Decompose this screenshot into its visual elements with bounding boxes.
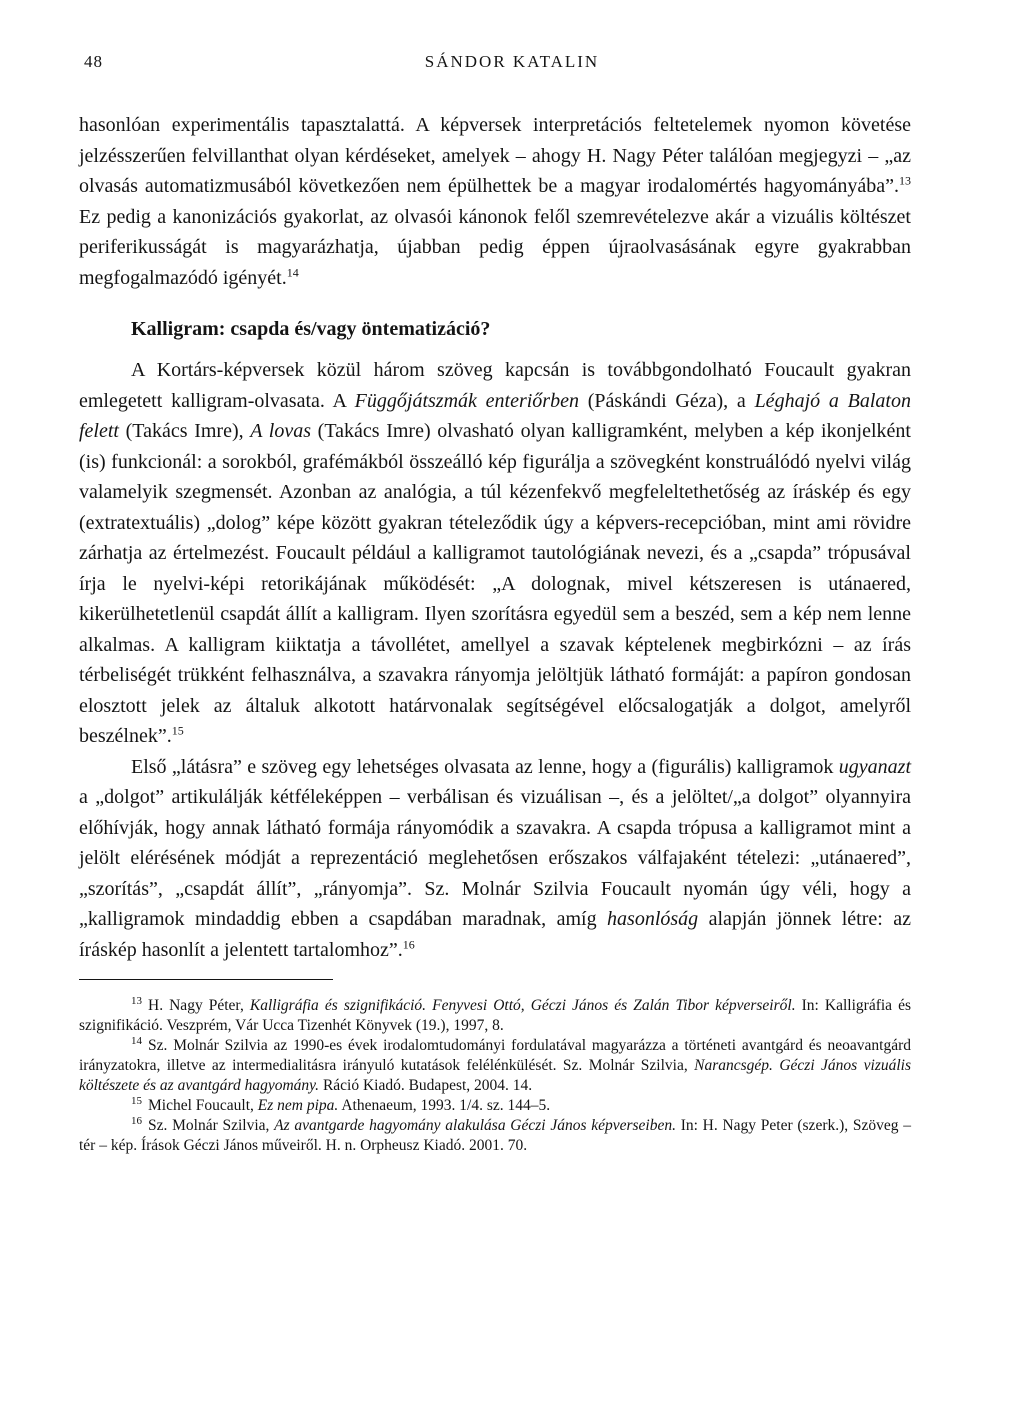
p3-emph-1: ugyanazt [838,755,911,778]
paragraph-2 [79,355,911,752]
p2-text-d: (Takács Imre) olvasható olyan kalligramként, melyben a kép ikonjelként (is) funkcionál: a sorokból, grafémákból összeálló kép figurálja a szövegként konstruálódó nyelvi világ valamelyik szegmensét. Azonban az analógia, a túl kézenfekvő megfeleltethetőség az íráskép és egy (extratextuális) „dolog” képe között gyakran tételeződik úgy a képvers-recepcióban, mint ami rövidre zárhatja az értelmezést. Foucault például a kalligramot tautológiának nevezi, és a „csapda” trópusával írja le nyelvi-képi retorikájának működését: „A dolognak, mivel kétszeresen is utánaered, kikerülhetetlenül csapdát állít a kalligram. Ilyen szorításra egyedül sem a beszéd, sem a kép nem lenne alkalmas. A kalligram kiiktatja a távollétet, amellyel a szavak képtelenek megbirkózni – az írás térbeliségét trükként felhasználva, a szavakra rányomja jelöltjük látható formáját: a papíron gondosan elosztott jelek az általuk alkotott határvonalak segítségével előcsalogatják a dolgot, amelyről beszélnek”. [79,420,911,747]
footnote-13 [79,996,911,1036]
body-text [79,110,911,1156]
p1-text-b: Ez pedig a kanonizációs gyakorlat, az olvasói kánonok felől szemrevételezve akár a vizuális költészet periferikusságát is magyarázhatja, újabban pedig éppen újraolvasásának egyre gyakrabban megfogalmazódó igényét. [79,205,911,289]
p3-emph-2: hasonlóság [607,908,699,930]
footnote-15-text-a: Michel Foucault, [148,1097,258,1114]
footnote-15 [79,1096,911,1116]
footnote-ref-14: 14 [286,264,299,279]
footnote-14-text-a: Sz. Molnár Szilvia az 1990-es évek irodalomtudományi fordulatával magyarázza a történeti avantgárd és neoavantgárd irányzatokra, illetve az intermedialitásra irányuló kutatások felélénkülését. Sz. Molnár Szilvia, [79,1037,911,1074]
running-head: SÁNDOR KATALIN [424,52,600,71]
paragraph-1 [79,110,911,293]
p2-text-b: (Páskándi Géza), a [578,389,755,412]
footnote-rule [79,979,333,980]
footnote-15-text-b: Athenaeum, 1993. 1/4. sz. 144–5. [338,1097,551,1114]
page-number: 48 [84,52,103,71]
p3-text-c: alapján jönnek létre: az íráskép hasonlít a jelentett tartalomhoz”. [79,908,912,961]
p2-text-a: A Kortárs-képversek közül három szöveg kapcsán is továbbgondolható Foucault gyakran emlegetett kalligram-olvasata. A [79,359,911,412]
footnote-13-title: Kalligráfia és szignifikáció. Fenyvesi Ottó, Géczi János és Zalán Tibor képverseiről. [249,997,796,1014]
p3-text-b: a „dolgot” artikulálják kétféleképpen – verbálisan és vizuálisan –, és a jelöltet/„a dolgot” olyannyira előhívják, hogy annak látható formája rányomódik a szavakra. A csapda trópusa a kalligramot mint a jelölt elérésének módját a reprezentáció meglehetősen erőszakos válfajaként tételezi: „utánaered”, „szorítás”, „csapdát állít”, „rányomja”. Sz. Molnár Szilvia Foucault nyomán úgy véli, hogy a „kalligramok mindaddig ebben a csapdában maradnak, amíg [79,786,911,930]
p2-title-2: Léghajó a Balaton felett [79,389,911,442]
footnote-16-number: 16 [131,1114,142,1127]
p2-title-3: A lovas [250,420,311,442]
footnote-13-number: 13 [131,994,142,1007]
footnote-13-text-a: H. Nagy Péter, [148,997,250,1014]
footnote-14-title: Narancsgép. Géczi János vizuális költészete és az avantgárd hagyomány. [79,1057,911,1094]
footnote-15-title: Ez nem pipa. [257,1097,339,1114]
footnote-ref-13: 13 [899,173,911,188]
footnote-16-title: Az avantgarde hagyomány alakulása Géczi János képverseiben. [274,1117,676,1134]
footnote-14-number: 14 [131,1034,142,1047]
p2-title-1: Függőjátszmák enteriőrben [354,389,579,412]
page-header [0,52,1024,78]
footnote-ref-16: 16 [402,936,415,951]
footnotes [79,996,911,1156]
section-title: Kalligram: csapda és/vagy öntematizáció? [131,318,491,340]
footnote-14 [79,1036,911,1096]
p3-text-a: Első „látásra” e szöveg egy lehetséges olvasata az lenne, hogy a (figurális) kalligramok [131,755,839,778]
footnote-16-text-b: In: H. Nagy Peter (szerk.), Szöveg – tér – kép. Írások Géczi János műveiről. H. n. Orpheusz Kiadó. 2001. 70. [79,1117,911,1154]
footnote-13-text-b: In: Kalligráfia és szignifikáció. Veszprém, Vár Ucca Tizenhét Könyvek (19.), 1997, 8. [79,997,912,1034]
footnote-16 [79,1116,911,1156]
footnote-16-text-a: Sz. Molnár Szilvia, [148,1117,275,1134]
footnote-15-number: 15 [131,1094,142,1107]
footnote-ref-15: 15 [171,723,184,738]
paragraph-3 [79,752,911,966]
footnote-14-text-b: Ráció Kiadó. Budapest, 2004. 14. [319,1077,533,1094]
p1-text-a: hasonlóan experimentális tapasztalattá. A képversek interpretációs feltetelemek nyomon követése jelzésszerűen felvillanthat olyan kérdéseket, amelyek – ahogy H. Nagy Péter találóan megjegyzi – „az olvasás automatizmusából következően nem épülhettek be a magyar irodalomértés hagyományába”. [79,114,911,197]
p2-text-c: (Takács Imre), [118,420,251,442]
